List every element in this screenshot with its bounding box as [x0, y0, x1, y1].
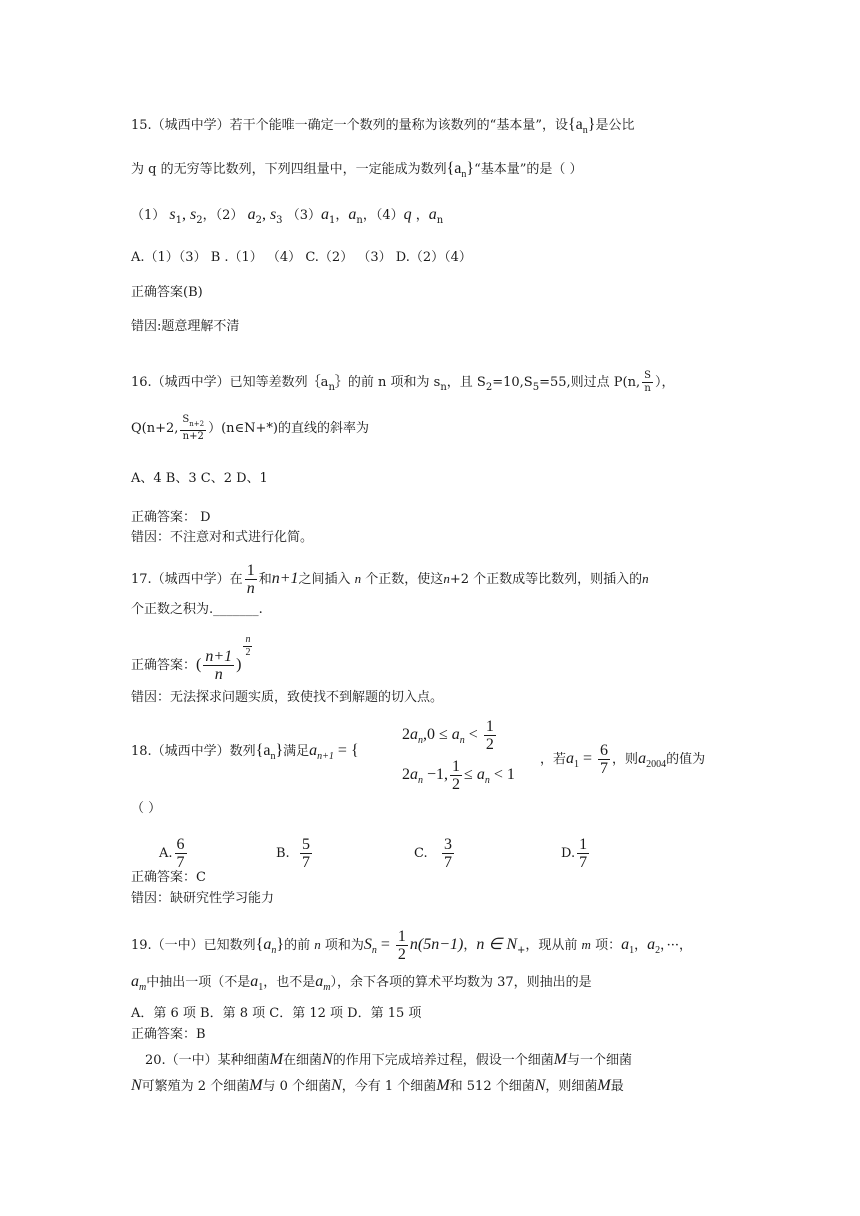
- q19-line1: 19.（一中）已知数列$\{a_n\}$的前 n 项和为$S_n$ = $\frac{1}{2}$ n(5n−1)，n ∈ $N_+$，现从前 m 项：$a_1$，$a_2$，···，: [131, 928, 692, 963]
- q18-choice-d: D. $\frac{1}{7}$: [561, 836, 588, 871]
- q16-choices: A、4 B、3 C、2 D、1: [131, 471, 268, 486]
- q16-answer: 正确答案： D: [131, 510, 211, 525]
- answer-fraction: $\frac{n+1}{n}$: [205, 648, 233, 683]
- fraction: $\frac{6}{7}$: [176, 836, 185, 871]
- q18-line1-tail: ，若$a_1$ = $\frac{6}{7}$ ，则$a_{2004}$的值为: [540, 742, 706, 777]
- q15-error: 错因:题意理解不清: [131, 319, 240, 334]
- q19-answer: 正确答案：B: [131, 1027, 206, 1042]
- q19-line2: $a_m$中抽出一项（不是$a_1$，也不是$a_m$），余下各项的算术平均数为 37，则抽出的是: [131, 973, 592, 993]
- q16-line1: 16.（城西中学）已知等差数列$\{a_n\}$的前 n 项和为 $s_n$，且 $S_2=10,S_5=55$,则过点 P(n, $\frac{S}{n}$ ），: [131, 370, 675, 394]
- fraction: $\frac{6}{7}$: [600, 742, 609, 777]
- q20-line1: 20.（一中）某种细菌M在细菌N的作用下完成培养过程，假设一个细菌M与一个细菌: [145, 1051, 633, 1068]
- q18-case2: $2a_n -1$, $\frac{1}{2}$ ≤ $a_n < 1$: [402, 758, 515, 793]
- q18-paren: （ ）: [131, 801, 162, 816]
- q15-choices: A.（1）（3） B .（1） （4） C.（2） （3） D.（2）（4）: [131, 250, 472, 265]
- q17-answer: 正确答案：( $\frac{n+1}{n}$ ) $\frac{n}{2}$: [131, 634, 251, 683]
- q18-line1: 18.（城西中学）数列$\{a_n\}$满足$a_{n+1}$ = {: [131, 742, 359, 762]
- q20-line2: N可繁殖为 2 个细菌M与 0 个细菌N，今有 1 个细菌M和 512 个细菌N，则细菌M最: [131, 1077, 624, 1094]
- q15-options: （1） $s_1$, $s_2$，（2） $a_2$, $s_3$ $(3)a_1$，$a_n$，（4）q ，$a_n$: [131, 206, 444, 226]
- q16-line2: Q(n+2, $\frac{S_{n+2}}{n+2}$ ）(n∈N+*)的直线的斜率为: [131, 414, 370, 442]
- q18-choice-a: A. $\frac{6}{7}$: [159, 836, 185, 871]
- half-fraction: $\frac{1}{2}$: [452, 758, 461, 793]
- seq-symbol: $\{a_n\}$: [567, 116, 596, 136]
- q18-answer: 正确答案：C: [131, 870, 206, 885]
- fraction: $\frac{1}{7}$: [579, 836, 588, 871]
- half-fraction: $\frac{1}{2}$: [397, 928, 406, 963]
- q15-line2: 为 q 的无穷等比数列，下列四组量中，一定能成为数列$\{a_n\}“$基本量”的是（ ）: [131, 160, 583, 180]
- seq-symbol: $\{a_n\}$: [255, 742, 284, 762]
- fraction: $\frac{1}{n}$: [246, 562, 255, 597]
- q18-choice-c: C. $\frac{3}{7}$: [414, 836, 453, 871]
- q15-answer: 正确答案(B): [131, 285, 203, 300]
- exponent-fraction: $\frac{n}{2}$: [245, 634, 251, 658]
- fraction: $\frac{S}{n}$: [644, 370, 651, 394]
- q18-case1: $2a_n,0 \le a_n$ < $\frac{1}{2}$: [402, 718, 494, 753]
- seq-symbol: $\{a_n\}$: [446, 160, 475, 180]
- fraction: $\frac{5}{7}$: [301, 836, 310, 871]
- q15-line1: 15.（城西中学）若干个能唯一确定一个数列的量称为该数列的“基本量”，设$\{a_n\}$是公比: [131, 116, 635, 136]
- q17-line1: 17.（城西中学）在 $\frac{1}{n}$ 和n+1之间插入 n 个正数，使这n+2 个正数成等比数列，则插入的n: [131, 562, 649, 597]
- fraction: $\frac{3}{7}$: [444, 836, 453, 871]
- q18-error: 错因：缺研究性学习能力: [131, 891, 275, 906]
- q17-error: 错因：无法探求问题实质，致使找不到解题的切入点。: [131, 690, 444, 705]
- q18-choice-b: B. $\frac{5}{7}$: [276, 836, 310, 871]
- half-fraction: $\frac{1}{2}$: [485, 718, 494, 753]
- q16-error: 错因：不注意对和式进行化简。: [131, 530, 314, 545]
- fraction: $\frac{S_{n+2}}{n+2}$: [182, 414, 205, 442]
- q17-line2: 个正数之积为._______.: [131, 602, 263, 617]
- q19-choices: A．第 6 项 B．第 8 项 C．第 12 项 D．第 15 项: [131, 1006, 422, 1021]
